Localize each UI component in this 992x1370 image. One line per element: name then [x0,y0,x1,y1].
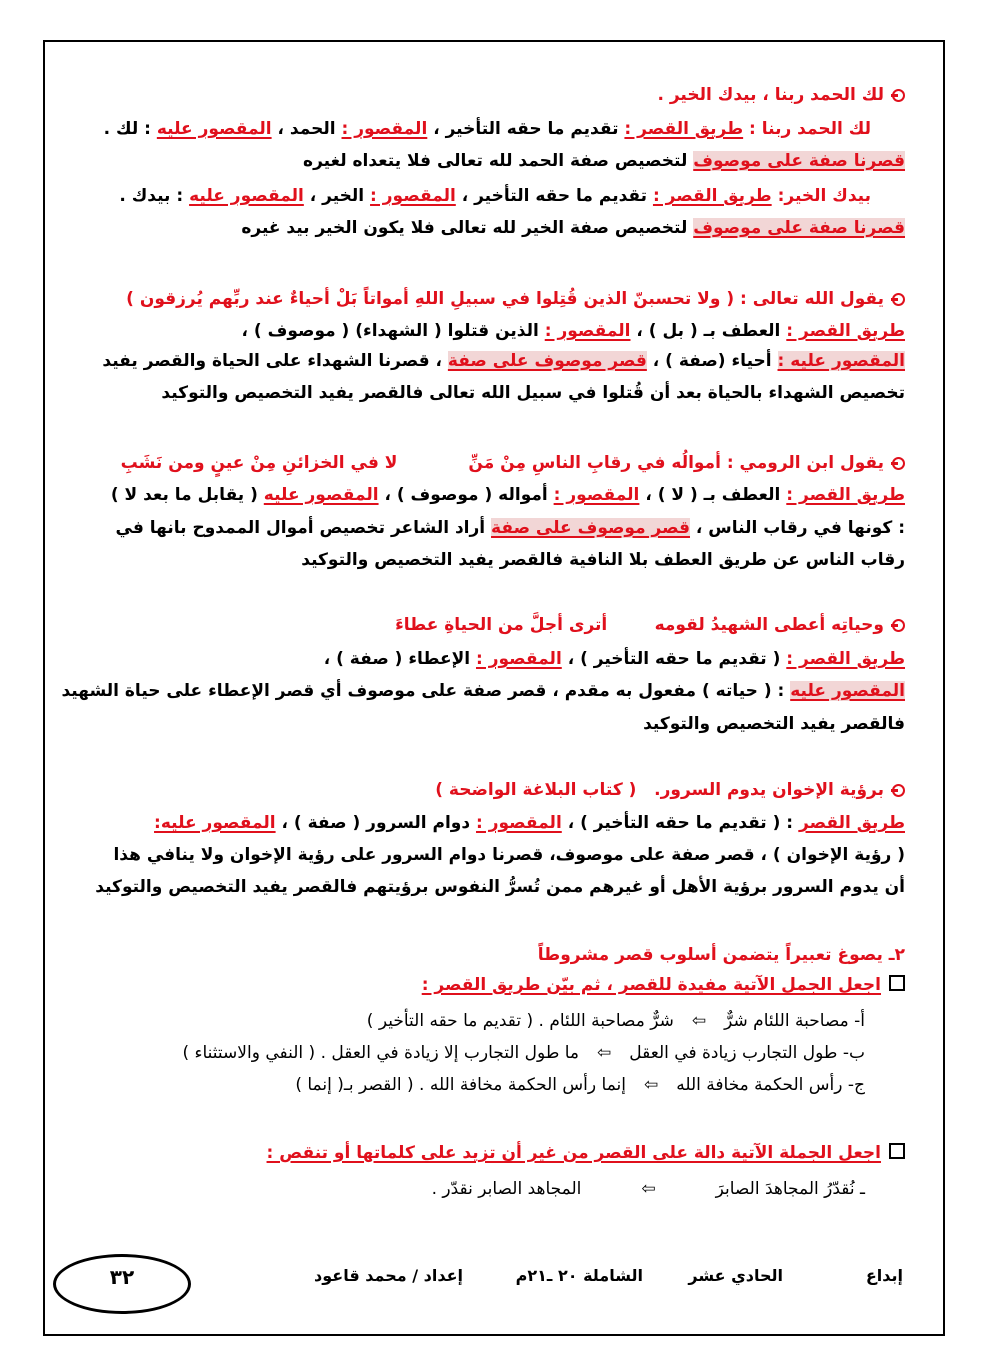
s2-line2: المقصور عليه : أحياء (صفة ) ، قصر موصوف على صفة ، قصرنا الشهداء على الحياة والقصر يفيد [102,351,905,371]
page-number: ٣٢ [109,1265,135,1289]
s4-heading: وحياتِه أعطى الشهيدُ لقومه أترى أجلَّ من الحياةِ عطاءَ [395,612,905,638]
checkbox-icon [889,975,905,991]
checkbox-icon [889,1143,905,1159]
s5-line2: ( رؤية الإخوان ) ، قصر صفة على موصوف، قصرنا دوام السرور على رؤية الإخوان ولا ينافي هذا [113,845,905,865]
s5-heading: برؤية الإخوان يدوم السرور. ( كتاب البلاغة الواضحة ) [435,777,905,803]
q2-item-b: ب- طول التجارب زيادة في العقل⇦ما طول التجارب إلا زيادة في العقل . ( النفي والاستثناء ) [182,1040,865,1066]
s1-line4: قصرنا صفة على موصوف لتخصيص صفة الخير لله تعالى فلا يكون الخير بيد غيره [241,218,905,238]
q2-task1: اجعل الجمل الآتية مفيدة للقصر ، ثم بيّن طريق القصر : [422,972,905,998]
s2-line3: تخصيص الشهداء بالحياة بعد أن قُتلوا في سبيل الله تعالى فالقصر يفيد التخصيص والتوكيد [161,383,905,403]
footer-edition: الشاملة ٢٠ ـ٢١م [515,1266,643,1285]
bullet-icon [892,784,905,797]
s3-line1: طريق القصر : العطف بـ ( لا ) ، المقصور : أمواله ( موصوف ) ، المقصور عليه ( يقابل ما بعد لا ) [110,485,905,505]
q2-item-c: ج- رأس الحكمة مخافة الله⇦إنما رأس الحكمة مخافة الله . ( القصر بـ( إنما ) [295,1072,865,1098]
s1-line2: قصرنا صفة على موصوف لتخصيص صفة الحمد لله تعالى فلا يتعداه لغيره [303,151,905,171]
s5-line1: طريق القصر : ( تقديم ما حقه التأخير ) ، المقصور : دوام السرور ( صفة ) ، المقصور عليه: [154,813,905,833]
s3-line2: : كونها في رقاب الناس ، قصر موصوف على صفة أراد الشاعر تخصيص أموال الممدوح بانها في [115,518,905,538]
q2-title: ٢ـ يصوغ تعبيراً يتضمن أسلوب قصر مشروطاً [537,945,905,965]
s2-heading: يقول الله تعالى : ( ولا تحسبنّ الذين قُتِلوا في سبيلِ اللهِ أمواتاً بَلْ أحياءٌ عند ربِّهم يُرزقون ) [126,286,905,312]
s5-line3: أن يدوم السرور برؤية الأهل أو غيرهم ممن تُسرُّ النفوس برؤيتهم فالقصر يفيد التخصيص والتوكيد [95,877,905,897]
footer-brand: إبداع [865,1266,903,1285]
footer [45,1258,943,1298]
page-number-oval [53,1254,191,1314]
q2-item-a: أ- مصاحبة اللئام شرٌّ⇦شرٌّ مصاحبة اللئام . ( تقديم ما حقه التأخير ) [367,1008,865,1034]
s4-line2: المقصور عليه : ( حياته ) مفعول به مقدم ، قصر صفة على موصوف أي قصر الإعطاء على حياة الشهيد [61,681,905,701]
q2-item2: ـ نُقدّرُ المجاهدَ الصابرَ⇦المجاهد الصابر نقدّر . [432,1176,865,1202]
q2-task2: اجعل الجملة الآتية دالة على القصر من غير أن تزيد على كلماتها أو تنقص : [267,1140,905,1166]
s1-line1: لك الحمد ربنا : طريق القصر : تقديم ما حقه التأخير ، المقصور : الحمد ، المقصور عليه : لك . [103,119,871,139]
arrow-left-icon: ⇦ [691,1011,707,1031]
s4-line1: طريق القصر : ( تقديم ما حقه التأخير ) ، المقصور : الإعطاء ( صفة ) ، [323,649,905,669]
footer-grade: الحادي عشر [688,1266,783,1285]
arrow-left-icon: ⇦ [643,1075,659,1095]
bullet-icon [892,457,905,470]
s3-line3: رقاب الناس عن طريق العطف بلا النافية فالقصر يفيد التخصيص والتوكيد [301,550,905,570]
arrow-left-icon: ⇦ [641,1179,656,1199]
s1-line3: بيدك الخير: طريق القصر : تقديم ما حقه التأخير ، المقصور : الخير ، المقصور عليه : بيدك . [119,186,871,206]
s3-heading: يقول ابن الرومي : أموالُه في رقابِ الناسِ مِنْ مَنِّ لا في الخزائنِ مِنْ عينٍ ومن نَشَبِ [121,450,905,476]
bullet-icon [892,293,905,306]
bullet-icon [892,89,905,102]
footer-author: إعداد / محمد قاعود [314,1266,463,1285]
s2-line1: طريق القصر : العطف بـ ( بل ) ، المقصور : الذين قتلوا ( الشهداء) ( موصوف ) ، [241,321,905,341]
s4-line3: فالقصر يفيد التخصيص والتوكيد [643,714,905,734]
page-frame [43,40,945,1336]
arrow-left-icon: ⇦ [597,1043,612,1063]
bullet-icon [892,619,905,632]
s1-heading: لك الحمد ربنا ، بيدك الخير . [657,82,905,108]
